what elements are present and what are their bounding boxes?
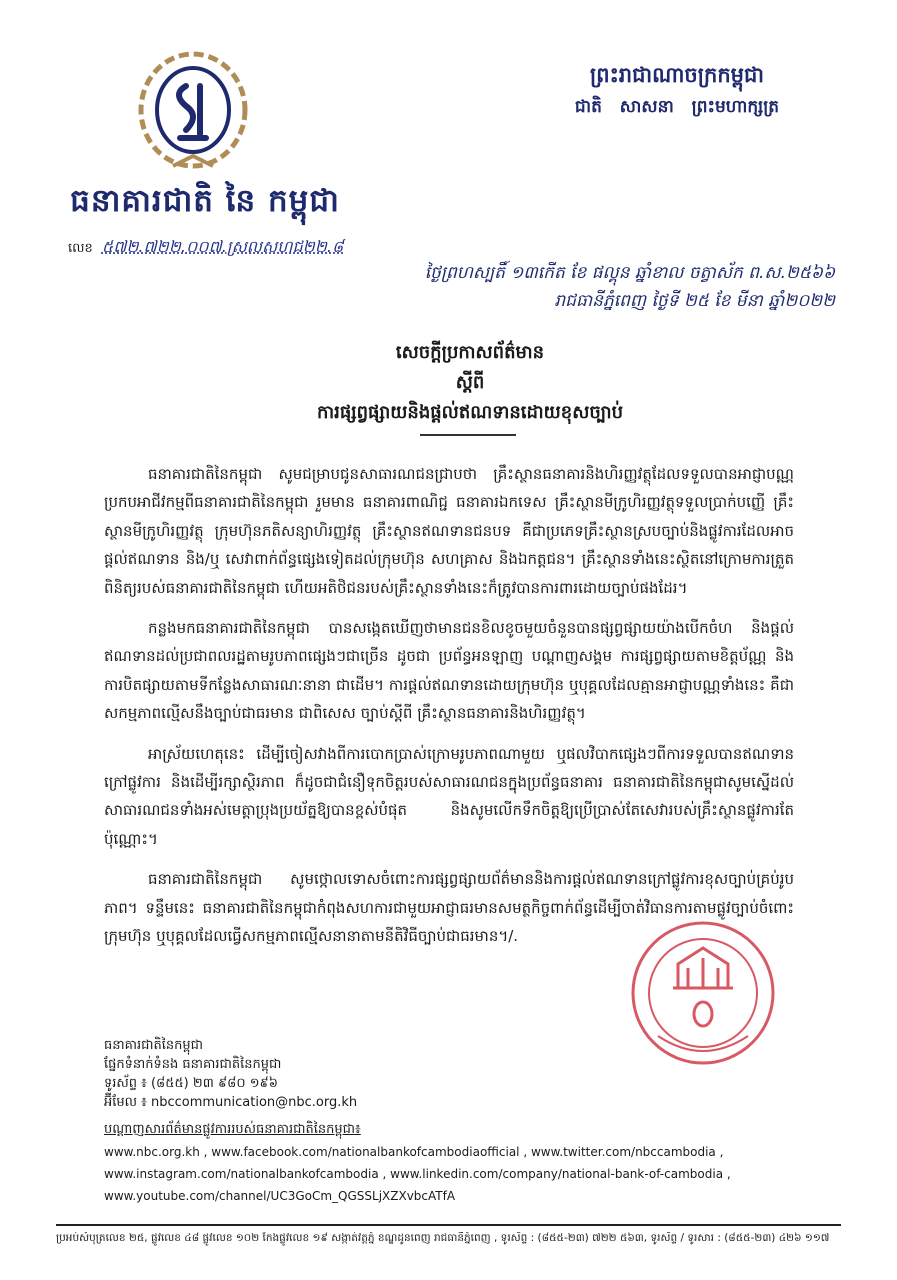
- contact-org: ធនាគារជាតិនៃកម្ពុជា: [104, 1038, 204, 1053]
- reference-value: ៥៧២.៧២២.០០៧.ស្រលសហជ២២.៨: [101, 237, 344, 256]
- links-line-2[interactable]: www.instagram.com/nationalbankofcambodia , www.linkedin.com/company/national-bank-of-cambodia ,: [104, 1167, 731, 1181]
- contact-email: អ៊ីមែល ៖ nbccommunication@nbc.org.kh: [104, 1095, 358, 1110]
- title-divider: [420, 434, 516, 436]
- links-list: [104, 1141, 744, 1207]
- reference-number: [68, 236, 343, 260]
- links-heading: បណ្ដាញសារព័ត៌មានផ្លូវការរបស់ធនាគារជាតិនៃកម្ពុជា៖: [104, 1122, 361, 1137]
- paragraph-4: ធនាគារជាតិនៃកម្ពុជា សូមថ្កោលទោសចំពោះការផ្សព្វផ្សាយព័ត៌មាននិងការផ្ដល់ឥណទានក្រៅផ្លូវការខុសច្បាប់គ្រប់រូបភាព។ ទន្ទឹមនេះ ធនាគារជាតិនៃកម្ពុជាកំពុងសហការជាមួយអាជ្ញាធរមានសមត្ថកិច្ចពាក់ព័ន្ធដើម្បីចាត់វិធានការតាមផ្លូវច្បាប់ចំពោះក្រុមហ៊ុន ឬបុគ្គលដែលធ្វើសកម្មភាពល្មើសនានាតាមនីតិវិធីច្បាប់ជាធរមាន។/.: [104, 870, 794, 946]
- title-line-1: សេចក្ដីប្រកាសព័ត៌មាន: [395, 342, 545, 363]
- document-title: [250, 338, 690, 428]
- national-motto: ជាតិ សាសនា ព្រះមហាក្សត្រ: [574, 97, 780, 117]
- paragraph-2: កន្លងមកធនាគារជាតិនៃកម្ពុជា បានសង្កេតឃើញថាមានជនខិលខូចមួយចំនួនបានផ្សព្វផ្សាយយ៉ាងបើកចំហ និងផ្ដល់ឥណទានដល់ប្រជាពលរដ្ឋតាមរូបភាពផ្សេងៗជាច្រើន ដូចជា ប្រព័ន្ធអនឡាញ បណ្ដាញសង្គម ការផ្សព្វផ្សាយតាមខិត្តប័ណ្ណ និងការបិតផ្សាយតាមទីកន្លែងសាធារណៈនានា ជាដើម។ ការផ្ដល់ឥណទានដោយក្រុមហ៊ុន ឬបុគ្គលដែលគ្មានអាជ្ញាបណ្ណទាំងនេះ គឺជាសកម្មភាពល្មើសនឹងច្បាប់ជាធរមាន ជាពិសេស ច្បាប់ស្ដីពី គ្រឹះស្ថានធនាគារនិងហិរញ្ញវត្ថុ។: [104, 619, 794, 723]
- kingdom-heading: ព្រះរាជាណាចក្រកម្ពុជា: [589, 62, 764, 87]
- title-line-3: ការផ្សព្វផ្សាយនិងផ្ដល់ឥណទានដោយខុសច្បាប់: [316, 402, 624, 423]
- links-line-3[interactable]: www.youtube.com/channel/UC3GoCm_QGSSLjXZXvbcATfA: [104, 1189, 456, 1203]
- lunar-date: ថ្ងៃព្រហស្បតិ៍ ១៣កើត ខែ ផល្គុន ឆ្នាំខាល ចត្វាស័ក ព.ស.២៥៦៦: [424, 263, 835, 283]
- title-line-2: ស្ដីពី: [455, 372, 485, 393]
- footer-address: ប្រអប់សំបុត្រលេខ ២៥, ផ្លូវលេខ ៤៨ ផ្លូវលេខ ១០២ កែងផ្លូវលេខ ១៩ សង្កាត់វត្តភ្នំ ខណ្ឌដូនពេញ រាជធានីភ្នំពេញ , ទូរស័ព្ទ : (៨៥៥-២៣) ៧២២ ៥៦៣, ទូរស័ព្ទ / ទូរសារ : (៨៥៥-២៣) ៤២៦ ១១៧: [56, 1232, 830, 1244]
- nbc-logo: [118, 48, 268, 176]
- footer-divider: [56, 1224, 841, 1226]
- links-line-1[interactable]: www.nbc.org.kh , www.facebook.com/nationalbankofcambodiaofficial , www.twitter.com/nbccambodia ,: [104, 1145, 724, 1159]
- contact-phone: ទូរស័ព្ទ ៖ (៨៥៥) ២៣ ៩៨០ ១៩៦: [104, 1076, 278, 1091]
- paragraph-1: ធនាគារជាតិនៃកម្ពុជា សូមជម្រាបជូនសាធារណជនជ្រាបថា គ្រឹះស្ថានធនាគារនិងហិរញ្ញវត្ថុដែលទទួលបានអាជ្ញាបណ្ណប្រកបអាជីវកម្មពីធនាគារជាតិនៃកម្ពុជា រួមមាន ធនាគារពាណិជ្ជ ធនាគារឯកទេស គ្រឹះស្ថានមីក្រូហិរញ្ញវត្ថុទទួលប្រាក់បញ្ញើ គ្រឹះស្ថានមីក្រូហិរញ្ញវត្ថុ ក្រុមហ៊ុនភតិសន្យាហិរញ្ញវត្ថុ គ្រឹះស្ថានឥណទានជនបទ គឺជាប្រភេទគ្រឹះស្ថានស្របច្បាប់និងផ្លូវការដែលអាចផ្ដល់ឥណទាន និង/ឬ សេវាពាក់ព័ន្ធផ្សេងទៀតដល់ក្រុមហ៊ុន សហគ្រាស និងឯកត្តជន។ គ្រឹះស្ថានទាំងនេះស្ថិតនៅក្រោមការត្រួតពិនិត្យរបស់ធនាគារជាតិនៃកម្ពុជា ហើយអតិថិជនរបស់គ្រឹះស្ថានទាំងនេះក៏ត្រូវបានការពារដោយច្បាប់ផងដែរ។: [104, 465, 794, 597]
- paragraph-3: អាស្រ័យហេតុនេះ ដើម្បីចៀសវាងពីការបោកប្រាស់ក្រោមរូបភាពណាមួយ ឬផលវិបាកផ្សេងៗពីការទទួលបានឥណទានក្រៅផ្លូវការ និងដើម្បីរក្សាស្ថិរភាព ក៏ដូចជាជំនឿទុកចិត្តរបស់សាធារណជនក្នុងប្រព័ន្ធធនាគារ ធនាគារជាតិនៃកម្ពុជាសូមស្នើដល់សាធារណជនទាំងអស់មេត្តាប្រុងប្រយ័ត្នឱ្យបានខ្ពស់បំផុត និងសូមលើកទឹកចិត្តឱ្យប្រើប្រាស់តែសេវារបស់គ្រឹះស្ថានផ្លូវការតែប៉ុណ្ណោះ។: [104, 744, 794, 848]
- bank-name: ធនាគារជាតិ នៃ កម្ពុជា: [70, 183, 340, 219]
- body-text: [104, 460, 794, 963]
- contact-dept: ផ្នែកទំនាក់ទំនង ធនាគារជាតិនៃកម្ពុជា: [104, 1057, 282, 1072]
- solar-date: រាជធានីភ្នំពេញ ថ្ងៃទី ២៥ ខែ មីនា ឆ្នាំ២០២២: [554, 291, 835, 311]
- contact-block: [104, 1036, 744, 1207]
- reference-label: លេខ: [68, 241, 93, 256]
